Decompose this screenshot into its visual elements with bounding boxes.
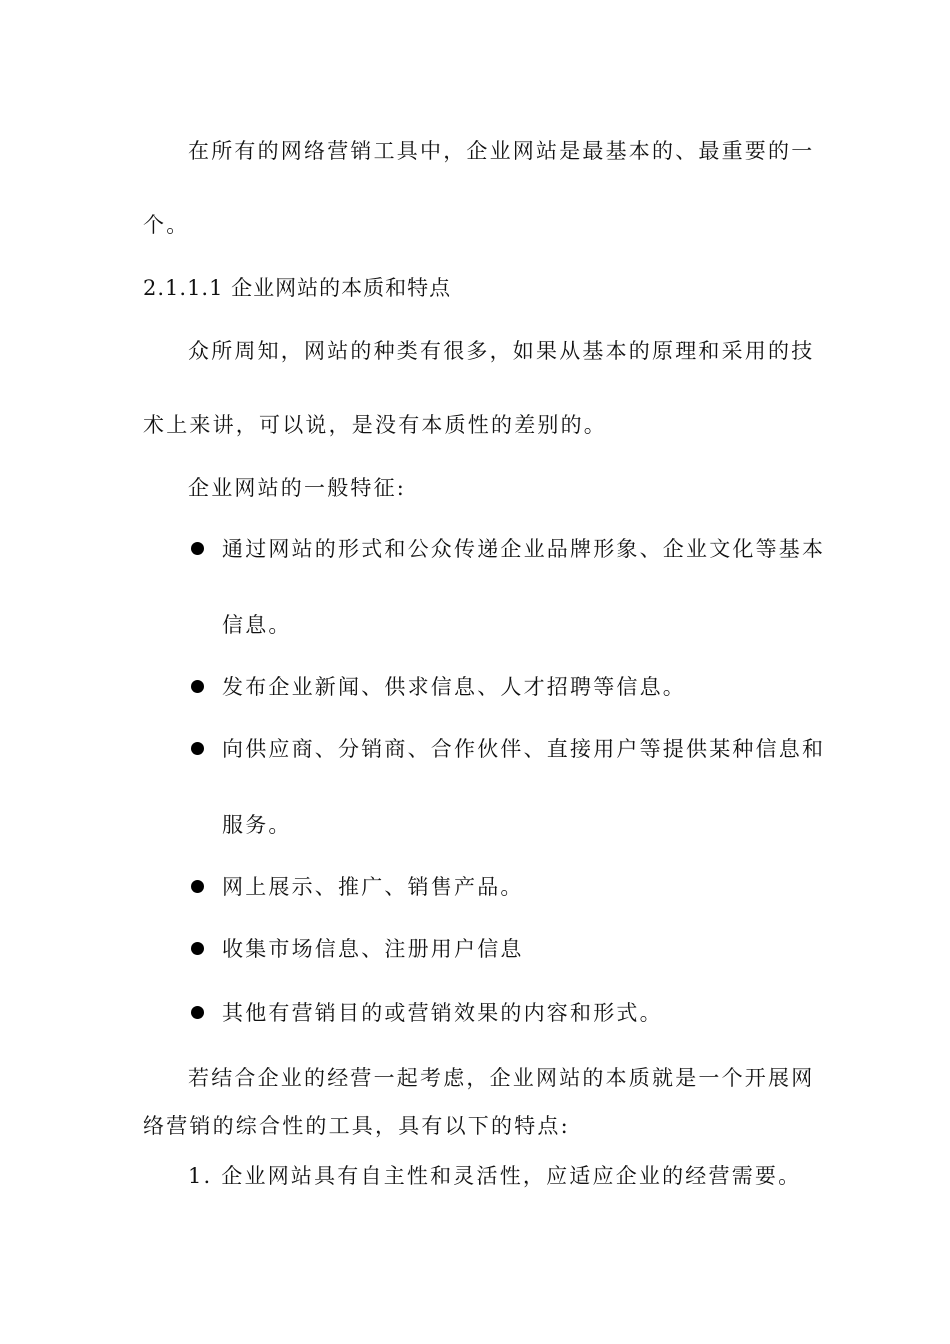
bullet-text-line-1: 网上展示、推广、销售产品。 (222, 875, 524, 899)
intro-paragraph-line-2: 个。 (143, 213, 190, 237)
paragraph-3-line-2: 络营销的综合性的工具，具有以下的特点: (143, 1114, 570, 1138)
section-heading: 2.1.1.1 企业网站的本质和特点 (143, 276, 452, 300)
bullet-dot-icon (191, 880, 204, 893)
intro-paragraph-line-1: 在所有的网络营销工具中，企业网站是最基本的、最重要的一 (188, 139, 815, 163)
bullet-dot-icon (191, 742, 204, 755)
paragraph-2-line-2: 术上来讲，可以说，是没有本质性的差别的。 (143, 413, 607, 437)
paragraph-3-line-1: 若结合企业的经营一起考虑，企业网站的本质就是一个开展网 (188, 1066, 815, 1090)
bullet-dot-icon (191, 542, 204, 555)
bullet-text-line-1: 向供应商、分销商、合作伙伴、直接用户等提供某种信息和 (222, 737, 826, 761)
bullet-text-line-2: 服务。 (222, 813, 292, 837)
paragraph-2-line-1: 众所周知，网站的种类有很多，如果从基本的原理和采用的技 (188, 339, 815, 363)
bullet-dot-icon (191, 1006, 204, 1019)
bullet-dot-icon (191, 942, 204, 955)
bullet-dot-icon (191, 680, 204, 693)
numbered-item-1: 1. 企业网站具有自主性和灵活性，应适应企业的经营需要。 (188, 1164, 802, 1188)
bullet-text-line-1: 收集市场信息、注册用户信息 (222, 937, 524, 961)
bullet-text-line-1: 发布企业新闻、供求信息、人才招聘等信息。 (222, 675, 686, 699)
features-title: 企业网站的一般特征: (188, 476, 407, 500)
bullet-text-line-2: 信息。 (222, 613, 292, 637)
bullet-text-line-1: 其他有营销目的或营销效果的内容和形式。 (222, 1001, 663, 1025)
bullet-text-line-1: 通过网站的形式和公众传递企业品牌形象、企业文化等基本 (222, 537, 826, 561)
